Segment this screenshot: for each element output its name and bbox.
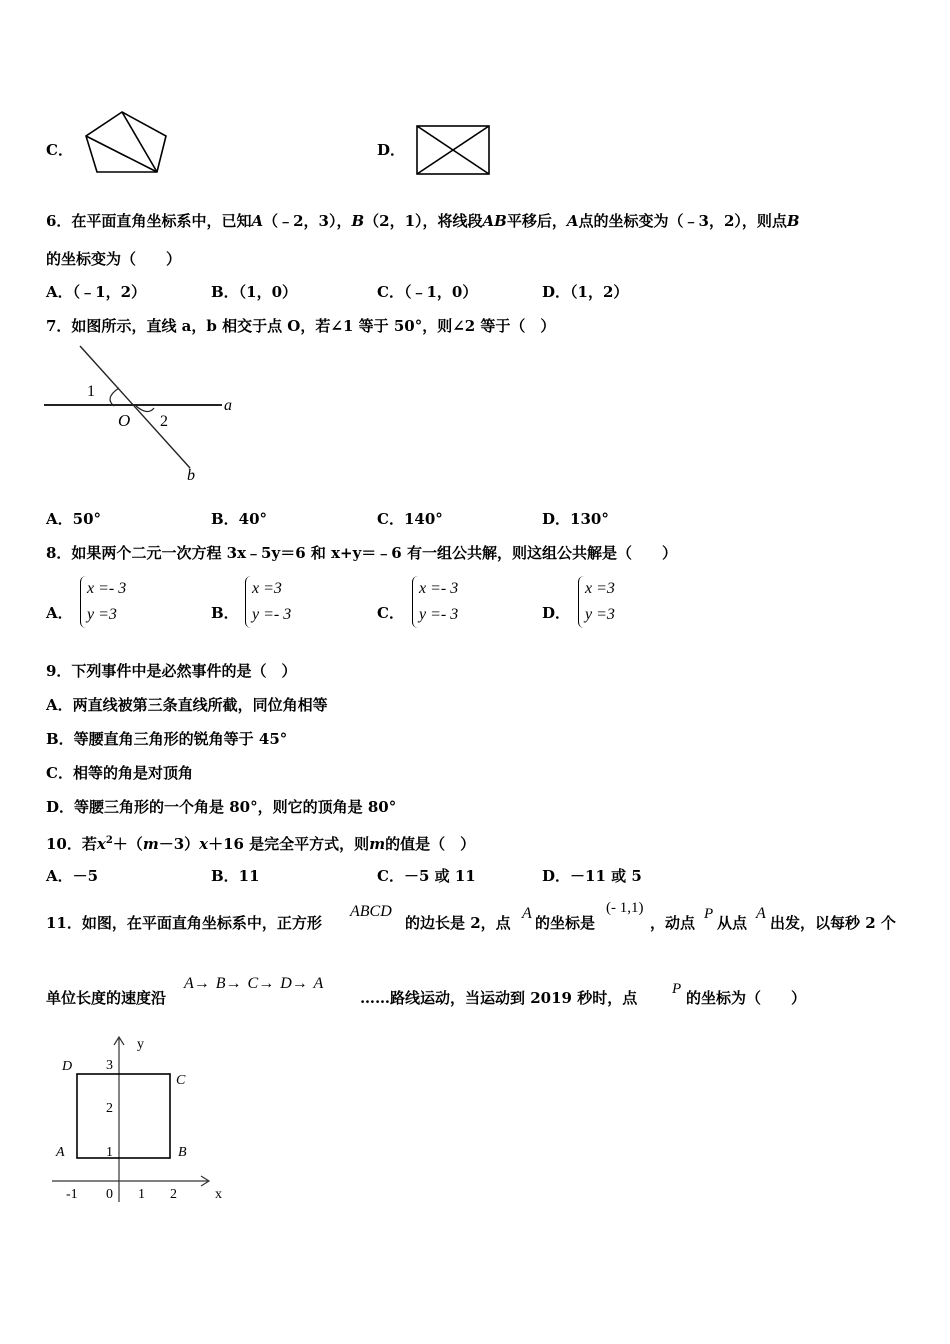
q8-stem: 8．如果两个二元一次方程 3x﹣5y＝6 和 x+y＝﹣6 有一组公共解，则这组公共解是（ ）	[46, 544, 677, 562]
q9-option-d: D．等腰三角形的一个角是 80°，则它的顶角是 80°	[46, 798, 397, 816]
q11-stem-line2b: ……路线运动，当运动到 2019 秒时，点	[360, 989, 638, 1007]
point-o-label: O	[118, 411, 131, 430]
q10-stem: 10．若$x^2+(m-3)x+16$ 是完全平方式，则m的值是（ ）	[46, 835, 476, 853]
q11-point-p: P	[704, 906, 714, 922]
x-tick-0: 0	[106, 1187, 113, 1202]
intersecting-lines-figure	[44, 346, 244, 486]
q11-stem-line2a: 单位长度的速度沿	[46, 989, 167, 1007]
q11-stem-line2c: 的坐标为（ ）	[686, 989, 807, 1007]
q9-stem: 9．下列事件中是必然事件的是（ ）	[46, 662, 297, 680]
q6-option-a: A．（﹣1，2）	[46, 283, 147, 301]
y-tick-3: 3	[106, 1058, 113, 1073]
q8-option-d-system: x =3 y =3	[578, 576, 615, 628]
q6-option-c: C．（﹣1，0）	[377, 283, 478, 301]
q5-option-c-label: C．	[46, 141, 73, 159]
vertex-c-label: C	[176, 1073, 186, 1088]
q10-option-a: A．－5	[46, 867, 99, 885]
y-axis-label: y	[137, 1037, 144, 1052]
angle-1-label: 1	[87, 383, 95, 400]
line-b-label: b	[187, 467, 195, 484]
q8-option-c-label: C．	[377, 604, 404, 622]
q6-option-b: B．（1，0）	[211, 283, 298, 301]
q11-point-a-2: A	[756, 905, 766, 922]
q9-option-b: B．等腰直角三角形的锐角等于 45°	[46, 730, 288, 748]
q6-stem-line1: 6．在平面直角坐标系中，已知A（﹣2，3），B（2，1），将线段AB平移后，A点的坐标变为（﹣3，2），则点B	[46, 212, 800, 230]
q8-option-d-label: D．	[542, 604, 571, 622]
q11-stem-line1d: ，动点	[650, 914, 696, 932]
pentagon-figure	[84, 110, 170, 176]
q6-option-d: D．（1，2）	[542, 283, 629, 301]
line-a-label: a	[224, 397, 232, 414]
vertex-b-label: B	[178, 1145, 187, 1160]
y-tick-1: 1	[106, 1145, 113, 1160]
q10-option-c: C．－5 或 11	[377, 867, 476, 885]
q5-option-d-label: D．	[377, 141, 406, 159]
angle-2-label: 2	[160, 413, 168, 430]
x-axis-label: x	[215, 1187, 222, 1202]
coordinate-square-figure	[48, 1030, 238, 1210]
y-tick-2: 2	[106, 1101, 113, 1116]
q9-option-c: C．相等的角是对顶角	[46, 764, 193, 782]
q11-stem-line1a: 11．如图，在平面直角坐标系中，正方形	[46, 914, 322, 932]
q7-option-d: D．130°	[542, 510, 609, 528]
q11-path: A→ B→ C→ D→ A	[184, 975, 324, 992]
q7-stem: 7．如图所示，直线 a，b 相交于点 O，若∠1 等于 50°，则∠2 等于（ ）	[46, 317, 556, 335]
q8-option-b-label: B．	[211, 604, 239, 622]
q11-point-a: A	[522, 905, 532, 922]
q7-option-a: A．50°	[46, 510, 102, 528]
q7-option-c: C．140°	[377, 510, 443, 528]
vertex-d-label: D	[62, 1059, 73, 1074]
q11-point-p-2: P	[672, 981, 682, 997]
q11-coord: (- 1,1)	[606, 900, 644, 916]
rectangle-diagonals-figure	[416, 125, 490, 175]
q8-option-b-system: x =3 y =- 3	[245, 576, 291, 628]
q7-option-b: B．40°	[211, 510, 268, 528]
x-tick-minus1: -1	[66, 1187, 78, 1202]
vertex-a-label: A	[56, 1145, 65, 1160]
q11-square-name: ABCD	[350, 903, 392, 920]
x-tick-2: 2	[170, 1187, 177, 1202]
q6-stem-line2: 的坐标变为（ ）	[46, 250, 182, 268]
q8-option-c-system: x =- 3 y =- 3	[412, 576, 458, 628]
x-tick-1: 1	[138, 1187, 145, 1202]
q11-stem-line1e: 从点	[717, 914, 748, 932]
q11-stem-line1b: 的边长是 2，点	[405, 914, 511, 932]
q10-option-b: B．11	[211, 867, 260, 885]
q8-option-a-label: A．	[46, 604, 73, 622]
q9-option-a: A．两直线被第三条直线所截，同位角相等	[46, 696, 328, 714]
q11-stem-line1c: 的坐标是	[535, 914, 596, 932]
q8-option-a-system: x =- 3 y =3	[80, 576, 126, 628]
q11-stem-line1f: 出发，以每秒 2 个	[770, 914, 896, 932]
q10-option-d: D．－11 或 5	[542, 867, 642, 885]
